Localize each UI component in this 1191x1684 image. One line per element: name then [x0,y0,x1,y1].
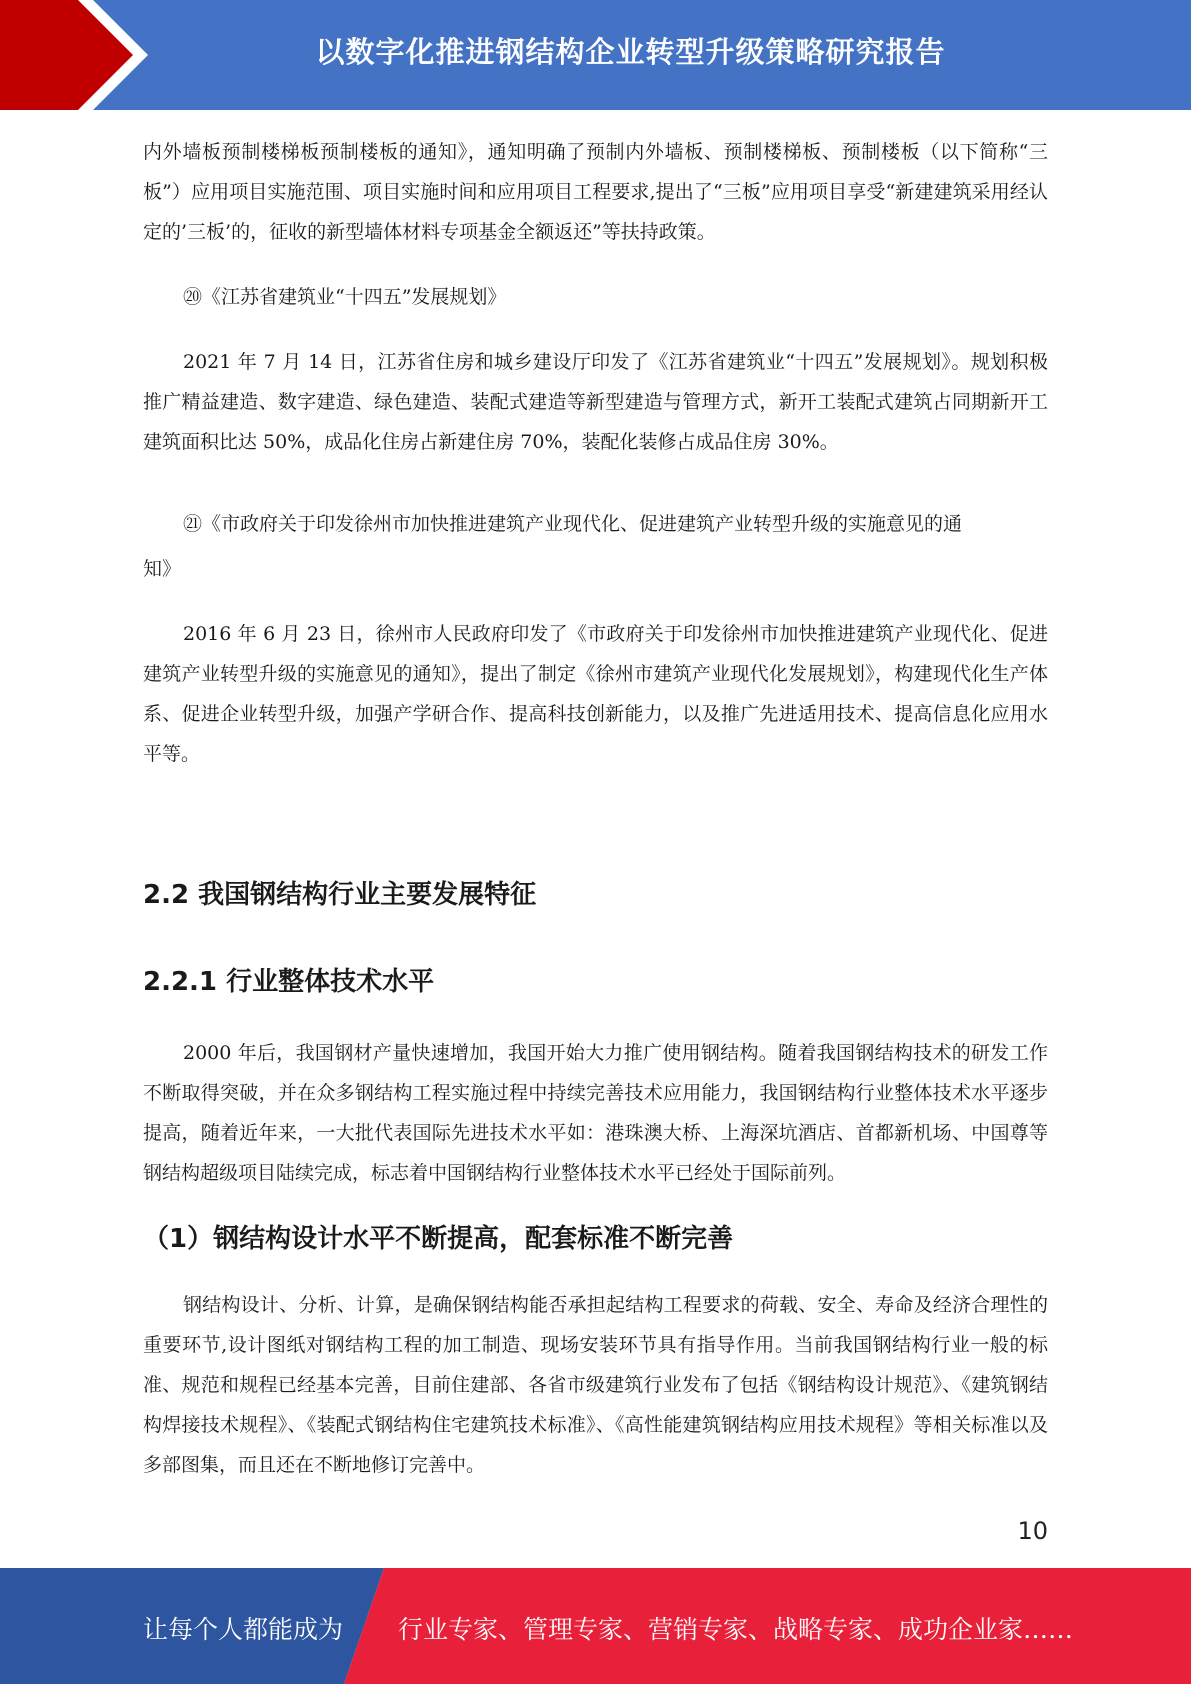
section-heading-2-2: 2.2 我国钢结构行业主要发展特征 [143,880,537,910]
paragraph-xuzhou-notice: 2016 年 6 月 23 日，徐州市人民政府印发了《市政府关于印发徐州市加快推进建筑产业现代化、促进建筑产业转型升级的实施意见的通知》，提出了制定《徐州市建筑产业现代化发展规划》，构建现代化生产体系、促进企业转型升级，加强产学研合作、提高科技创新能力，以及推广先进适用技术、提高信息化应用水平等。 [143,623,1048,765]
list-item-21-title-line2: 知》 [143,558,182,580]
subsection-heading-design: （1）钢结构设计水平不断提高，配套标准不断完善 [143,1224,734,1254]
report-title: 以数字化推进钢结构企业转型升级策略研究报告 [315,35,946,69]
footer-slogan-left: 让每个人都能成为 [143,1615,344,1644]
paragraph-sanban-policy: 内外墙板预制楼梯板预制楼板的通知》，通知明确了预制内外墙板、预制楼梯板、预制楼板（以下简称“三板”）应用项目实施范围、项目实施时间和应用项目工程要求,提出了“三板”应用项目享受“新建建筑采用经认定的’三板’的，征收的新型墙体材料专项基金全额返还”等扶持政策。 [143,141,1048,243]
page-footer [0,1568,1191,1684]
section-heading-2-2-1: 2.2.1 行业整体技术水平 [143,967,435,997]
page-header [0,0,1191,110]
page-number: 10 [1017,1517,1048,1545]
page-content [143,132,1048,1485]
list-item-21-title [143,497,1048,551]
header-arrow-decoration [0,0,160,110]
paragraph-jiangsu-plan: 2021 年 7 月 14 日，江苏省住房和城乡建设厅印发了《江苏省建筑业“十四五”发展规划》。规划积极推广精益建造、数字建造、绿色建造、装配式建造等新型建造与管理方式，新开工装配式建筑占同期新开工建筑面积比达 50%，成品化住房占新建住房 70%，装配化装修占成品住房 30%。 [143,351,1048,453]
list-item-20-title: ⑳《江苏省建筑业“十四五”发展规划》 [183,286,507,308]
paragraph-tech-level: 2000 年后，我国钢材产量快速增加，我国开始大力推广使用钢结构。随着我国钢结构技术的研发工作不断取得突破，并在众多钢结构工程实施过程中持续完善技术应用能力，我国钢结构行业整体技术水平逐步提高，随着近年来，一大批代表国际先进技术水平如：港珠澳大桥、上海深坑酒店、首都新机场、中国尊等钢结构超级项目陆续完成，标志着中国钢结构行业整体技术水平已经处于国际前列。 [143,1042,1048,1184]
list-item-21-title-line1: ㉑《市政府关于印发徐州市加快推进建筑产业现代化、促进建筑产业转型升级的实施意见的通 [183,513,963,535]
paragraph-design-standards: 钢结构设计、分析、计算，是确保钢结构能否承担起结构工程要求的荷载、安全、寿命及经济合理性的重要环节,设计图纸对钢结构工程的加工制造、现场安装环节具有指导作用。当前我国钢结构行业一般的标准、规范和规程已经基本完善，目前住建部、各省市级建筑行业发布了包括《钢结构设计规范》、《建筑钢结构焊接技术规程》、《装配式钢结构住宅建筑技术标准》、《高性能建筑钢结构应用技术规程》等相关标准以及多部图集，而且还在不断地修订完善中。 [143,1294,1048,1476]
footer-slogan-right: 行业专家、管理专家、营销专家、战略专家、成功企业家…… [398,1615,1074,1644]
